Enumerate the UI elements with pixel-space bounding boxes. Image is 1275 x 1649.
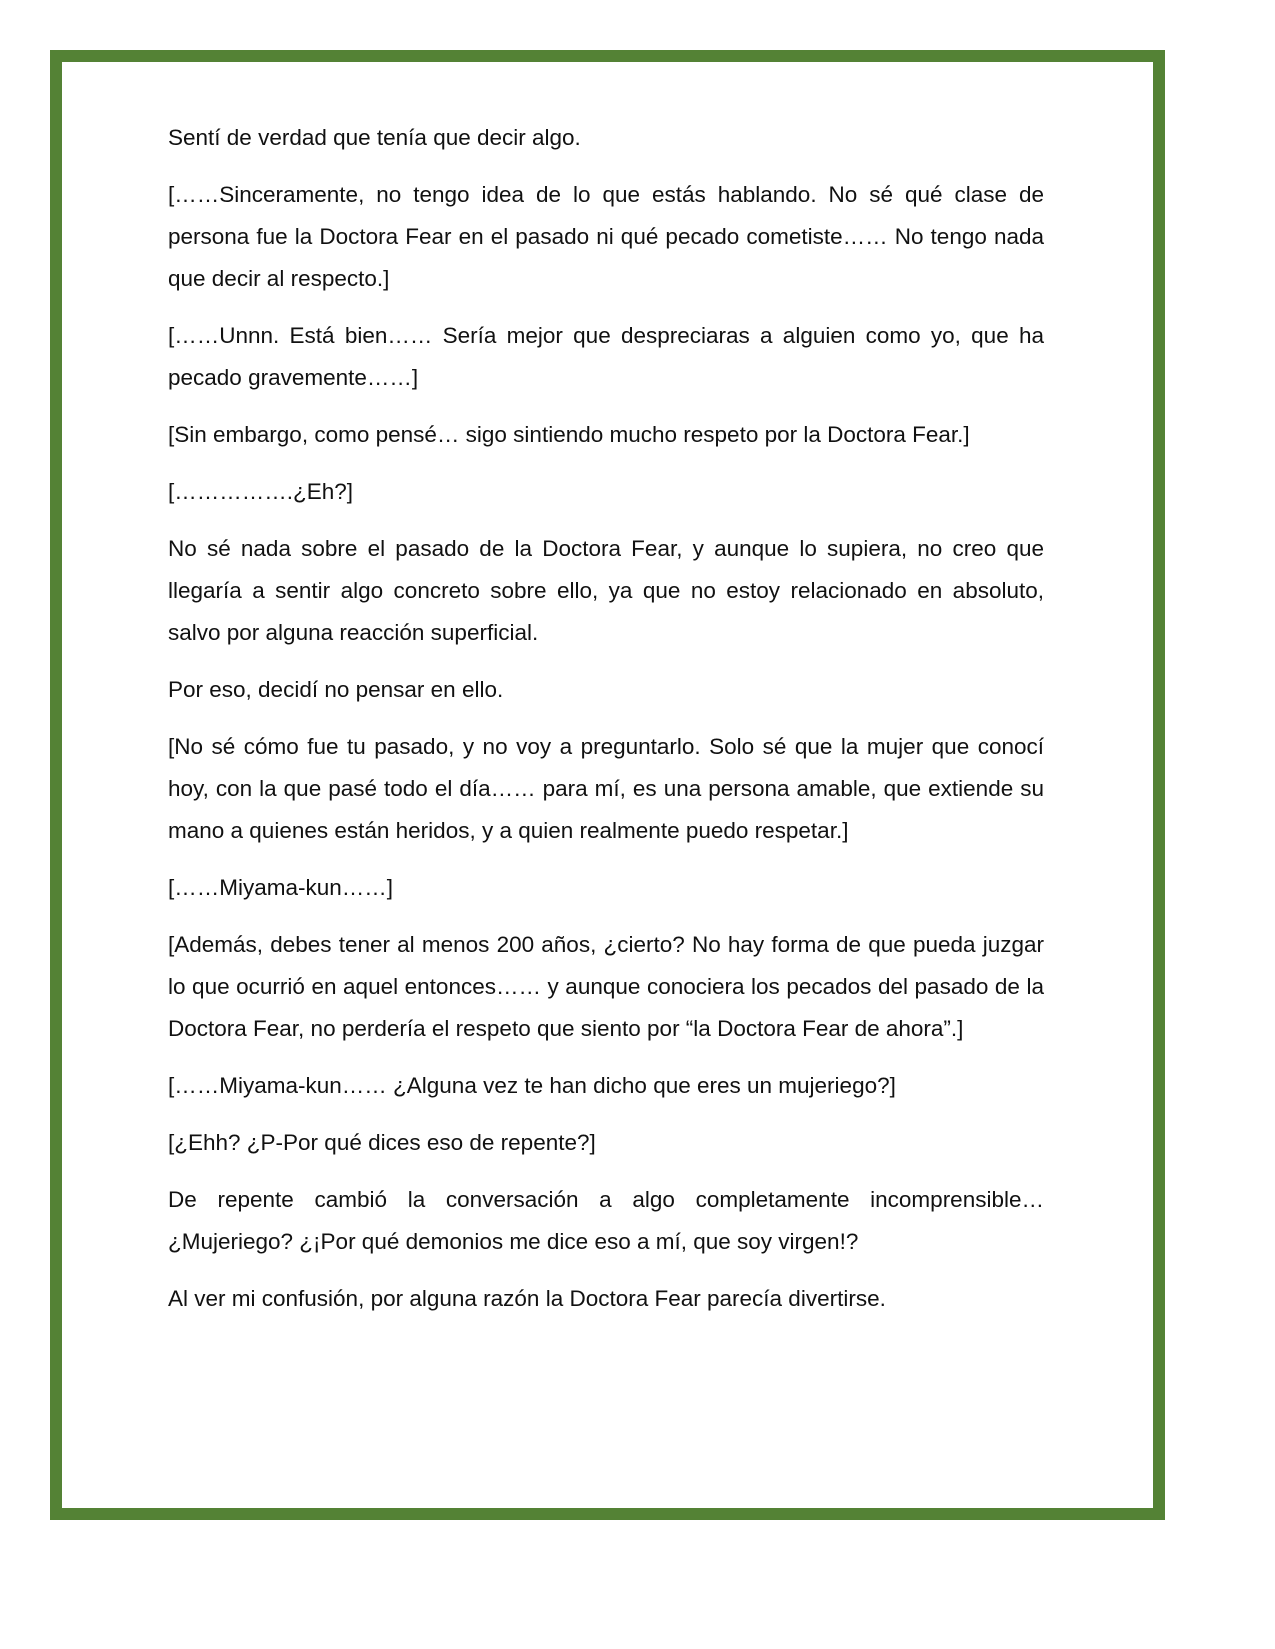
paragraph: [……Sinceramente, no tengo idea de lo que estás hablando. No sé qué clase de persona fue la Doctora Fear en el pasado ni qué pecado cometiste…… No tengo nada que decir al respecto.] [168,182,1044,291]
paragraph: [Sin embargo, como pensé… sigo sintiendo mucho respeto por la Doctora Fear.] [168,422,970,447]
paragraph: Por eso, decidí no pensar en ello. [168,677,504,702]
paragraph: […………….¿Eh?] [168,479,354,504]
document-body [168,117,1044,1335]
paragraph: Al ver mi confusión, por alguna razón la Doctora Fear parecía divertirse. [168,1286,886,1311]
paragraph: De repente cambió la conversación a algo completamente incomprensible… ¿Mujeriego? ¿¡Por qué demonios me dice eso a mí, que soy virgen!? [168,1187,1044,1254]
paragraph: [¿Ehh? ¿P-Por qué dices eso de repente?] [168,1130,596,1155]
paragraph: [No sé cómo fue tu pasado, y no voy a preguntarlo. Solo sé que la mujer que conocí hoy, con la que pasé todo el día…… para mí, es una persona amable, que extiende su mano a quienes están heridos, y a quien realmente puedo respetar.] [168,734,1044,843]
paragraph: [Además, debes tener al menos 200 años, ¿cierto? No hay forma de que pueda juzgar lo que ocurrió en aquel entonces…… y aunque conociera los pecados del pasado de la Doctora Fear, no perdería el respeto que siento por “la Doctora Fear de ahora”.] [168,932,1044,1041]
paragraph: [……Unnn. Está bien…… Sería mejor que despreciaras a alguien como yo, que ha pecado gravemente……] [168,323,1044,390]
paragraph: [……Miyama-kun……] [168,875,394,900]
paragraph: [……Miyama-kun…… ¿Alguna vez te han dicho que eres un mujeriego?] [168,1073,896,1098]
paragraph: Sentí de verdad que tenía que decir algo. [168,125,581,150]
paragraph: No sé nada sobre el pasado de la Doctora Fear, y aunque lo supiera, no creo que llegaría a sentir algo concreto sobre ello, ya que no estoy relacionado en absoluto, salvo por alguna reacción superficial. [168,536,1044,645]
